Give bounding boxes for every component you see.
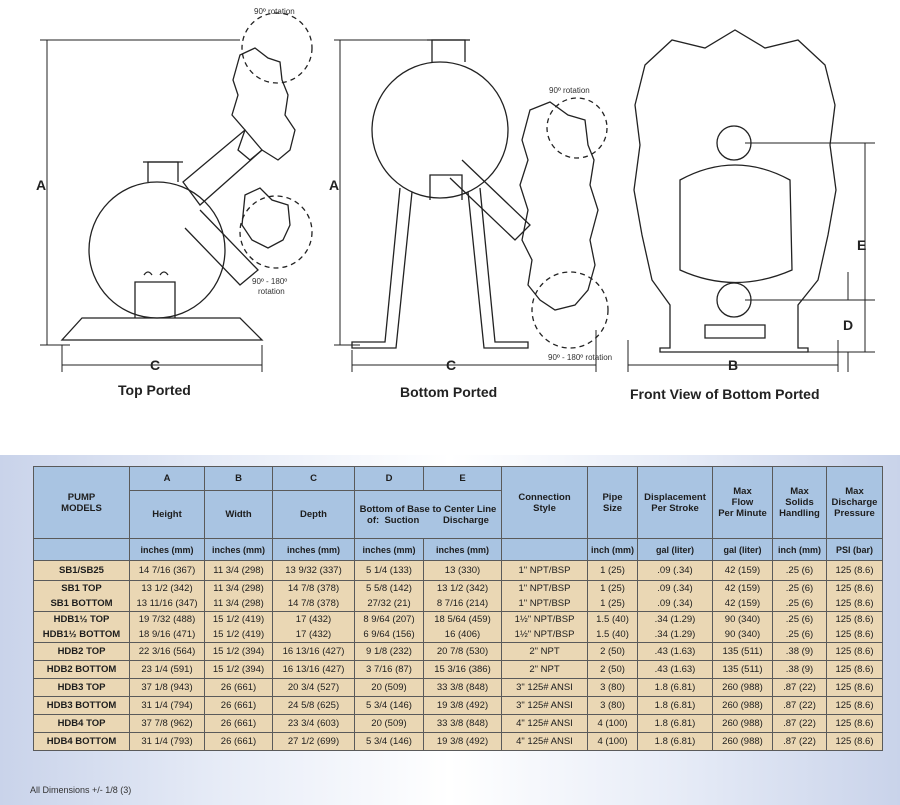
cell-d bbox=[355, 661, 424, 679]
cell-e-line: 13 (330) bbox=[444, 565, 481, 576]
cell-e bbox=[424, 733, 502, 751]
cell-disp bbox=[638, 643, 713, 661]
units-c: inches (mm) bbox=[273, 539, 355, 561]
top-ported-title: Top Ported bbox=[118, 382, 191, 398]
cell-e-line: 20 7/8 (530) bbox=[436, 646, 489, 657]
table-row bbox=[34, 643, 883, 661]
front-view-dim-b: B bbox=[728, 357, 739, 373]
cell-disp bbox=[638, 612, 713, 643]
cell-pressure-line: 125 (8.6) bbox=[835, 664, 874, 675]
cell-disp-line: 1.8 (6.81) bbox=[654, 736, 696, 747]
cell-a-line: 14 7/16 (367) bbox=[138, 565, 196, 576]
cell-model bbox=[34, 697, 130, 715]
cell-model bbox=[34, 612, 130, 643]
cell-pipe-line: 1 (25) bbox=[600, 598, 625, 609]
footnote: All Dimensions +/- 1/8 (3) bbox=[30, 785, 132, 795]
cell-d-line: 5 3/4 (146) bbox=[366, 736, 412, 747]
cell-conn bbox=[502, 679, 588, 697]
top-ported-rotation-top: 90º rotation bbox=[254, 7, 295, 16]
cell-d bbox=[355, 581, 424, 612]
table-row bbox=[34, 679, 883, 697]
cell-pressure bbox=[827, 697, 883, 715]
header-connection-style: Connection Style bbox=[502, 467, 588, 539]
cell-c bbox=[273, 661, 355, 679]
table-row bbox=[34, 733, 883, 751]
cell-disp-line: 1.8 (6.81) bbox=[654, 718, 696, 729]
cell-conn-line: 2" NPT bbox=[529, 664, 560, 675]
cell-c-line: 14 7/8 (378) bbox=[287, 583, 340, 594]
cell-a-line: 37 7/8 (962) bbox=[141, 718, 193, 729]
cell-d-line: 5 5/8 (142) bbox=[366, 583, 412, 594]
header-max-flow: Max Flow Per Minute bbox=[713, 467, 773, 539]
header-letter-e: E bbox=[424, 467, 502, 491]
cell-disp-line: .34 (1.29) bbox=[654, 629, 696, 640]
cell-c bbox=[273, 733, 355, 751]
cell-pressure bbox=[827, 715, 883, 733]
cell-c bbox=[273, 697, 355, 715]
cell-pipe bbox=[588, 581, 638, 612]
top-ported-rotation-bottom-line1: 90º - 180º bbox=[252, 277, 288, 286]
cell-conn bbox=[502, 715, 588, 733]
units-pressure: PSI (bar) bbox=[827, 539, 883, 561]
cell-solids-line: .87 (22) bbox=[783, 718, 816, 729]
cell-c-line: 16 13/16 (427) bbox=[282, 646, 345, 657]
units-e: inches (mm) bbox=[424, 539, 502, 561]
units-flow: gal (liter) bbox=[713, 539, 773, 561]
cell-model-line: HDB2 TOP bbox=[57, 646, 106, 657]
cell-conn bbox=[502, 661, 588, 679]
cell-pressure-line: 125 (8.6) bbox=[835, 629, 874, 640]
cell-model-line: SB1 BOTTOM bbox=[50, 598, 113, 609]
cell-pressure-line: 125 (8.6) bbox=[835, 682, 874, 693]
cell-c bbox=[273, 612, 355, 643]
header-pipe-size: Pipe Size bbox=[588, 467, 638, 539]
cell-e bbox=[424, 661, 502, 679]
table-row bbox=[34, 661, 883, 679]
cell-solids-line: .25 (6) bbox=[785, 583, 814, 594]
cell-pressure-line: 125 (8.6) bbox=[835, 718, 874, 729]
units-blank bbox=[34, 539, 130, 561]
cell-c-line: 23 3/4 (603) bbox=[287, 718, 340, 729]
cell-d-line: 6 9/64 (156) bbox=[363, 629, 415, 640]
cell-pressure bbox=[827, 661, 883, 679]
cell-solids bbox=[773, 643, 827, 661]
cell-pressure bbox=[827, 612, 883, 643]
cell-e bbox=[424, 612, 502, 643]
cell-b-line: 26 (661) bbox=[220, 682, 257, 693]
cell-flow bbox=[713, 697, 773, 715]
cell-a-line: 13 11/16 (347) bbox=[136, 598, 198, 609]
cell-model-line: HDB3 TOP bbox=[57, 682, 106, 693]
table-row bbox=[34, 697, 883, 715]
cell-model-line: HDB4 TOP bbox=[57, 718, 106, 729]
cell-b-line: 26 (661) bbox=[220, 700, 257, 711]
cell-solids-line: .25 (6) bbox=[785, 629, 814, 640]
cell-a bbox=[130, 612, 205, 643]
cell-conn bbox=[502, 643, 588, 661]
cell-d-line: 3 7/16 (87) bbox=[366, 664, 412, 675]
cell-conn-line: 4" 125# ANSI bbox=[516, 718, 573, 729]
cell-d-line: 5 3/4 (146) bbox=[366, 700, 412, 711]
cell-solids-line: .38 (9) bbox=[785, 646, 814, 657]
cell-flow-line: 260 (988) bbox=[722, 682, 763, 693]
cell-e-line: 13 1/2 (342) bbox=[436, 583, 489, 594]
cell-flow-line: 42 (159) bbox=[724, 565, 761, 576]
cell-conn bbox=[502, 612, 588, 643]
cell-c bbox=[273, 643, 355, 661]
cell-c-line: 14 7/8 (378) bbox=[287, 598, 340, 609]
cell-c-line: 17 (432) bbox=[295, 614, 332, 625]
cell-c bbox=[273, 561, 355, 581]
pump-spec-table bbox=[33, 466, 883, 751]
cell-pipe bbox=[588, 643, 638, 661]
units-pipe: inch (mm) bbox=[588, 539, 638, 561]
header-width: Width bbox=[205, 491, 273, 539]
units-displacement: gal (liter) bbox=[638, 539, 713, 561]
cell-disp bbox=[638, 561, 713, 581]
cell-model bbox=[34, 679, 130, 697]
cell-disp-line: .09 (.34) bbox=[657, 598, 693, 609]
cell-flow bbox=[713, 643, 773, 661]
cell-conn-line: 1" NPT/BSP bbox=[518, 598, 571, 609]
front-view-title: Front View of Bottom Ported bbox=[630, 386, 820, 402]
cell-solids bbox=[773, 561, 827, 581]
cell-disp-line: .09 (.34) bbox=[657, 565, 693, 576]
cell-pressure-line: 125 (8.6) bbox=[835, 646, 874, 657]
cell-a-line: 22 3/16 (564) bbox=[138, 646, 196, 657]
cell-b bbox=[205, 581, 273, 612]
header-letter-d: D bbox=[355, 467, 424, 491]
table-row bbox=[34, 581, 883, 612]
cell-b-line: 15 1/2 (394) bbox=[212, 646, 265, 657]
cell-pipe-line: 1 (25) bbox=[600, 583, 625, 594]
cell-pipe-line: 3 (80) bbox=[600, 682, 625, 693]
cell-a-line: 23 1/4 (591) bbox=[141, 664, 193, 675]
cell-a-line: 19 7/32 (488) bbox=[138, 614, 196, 625]
cell-flow bbox=[713, 561, 773, 581]
cell-a bbox=[130, 715, 205, 733]
cell-e-line: 16 (406) bbox=[444, 629, 481, 640]
cell-model-line: HDB2 BOTTOM bbox=[46, 664, 117, 675]
cell-b bbox=[205, 697, 273, 715]
cell-b-line: 26 (661) bbox=[220, 718, 257, 729]
cell-d-line: 9 1/8 (232) bbox=[366, 646, 412, 657]
header-displacement: Displacement Per Stroke bbox=[638, 467, 713, 539]
cell-e-line: 8 7/16 (214) bbox=[436, 598, 489, 609]
units-connection-blank bbox=[502, 539, 588, 561]
table-row bbox=[34, 715, 883, 733]
cell-disp bbox=[638, 697, 713, 715]
cell-d bbox=[355, 697, 424, 715]
cell-e-line: 33 3/8 (848) bbox=[436, 682, 489, 693]
cell-pipe-line: 3 (80) bbox=[600, 700, 625, 711]
cell-disp bbox=[638, 581, 713, 612]
cell-e bbox=[424, 581, 502, 612]
bottom-ported-rotation-top: 90º rotation bbox=[549, 86, 590, 95]
cell-model-line: HDB1½ TOP bbox=[53, 614, 110, 625]
cell-model-line: HDB4 BOTTOM bbox=[46, 736, 117, 747]
cell-flow-line: 135 (511) bbox=[722, 664, 763, 675]
cell-a-line: 37 1/8 (943) bbox=[141, 682, 193, 693]
cell-conn-line: 1" NPT/BSP bbox=[518, 565, 571, 576]
cell-pipe-line: 1.5 (40) bbox=[596, 629, 629, 640]
cell-model bbox=[34, 643, 130, 661]
cell-c bbox=[273, 715, 355, 733]
cell-pipe-line: 1 (25) bbox=[600, 565, 625, 576]
cell-conn-line: 2" NPT bbox=[529, 646, 560, 657]
cell-a bbox=[130, 661, 205, 679]
cell-b bbox=[205, 643, 273, 661]
cell-solids bbox=[773, 581, 827, 612]
header-height: Height bbox=[130, 491, 205, 539]
header-base-to-centerline: Bottom of Base to Center Line of: Suction Discharge bbox=[355, 491, 502, 539]
cell-pressure bbox=[827, 733, 883, 751]
cell-pipe bbox=[588, 612, 638, 643]
cell-conn-line: 1½" NPT/BSP bbox=[514, 614, 575, 625]
cell-b-line: 15 1/2 (419) bbox=[212, 614, 265, 625]
cell-conn-line: 4" 125# ANSI bbox=[516, 736, 573, 747]
bottom-ported-title: Bottom Ported bbox=[400, 384, 498, 400]
cell-d bbox=[355, 715, 424, 733]
cell-pressure bbox=[827, 679, 883, 697]
cell-flow-line: 260 (988) bbox=[722, 700, 763, 711]
cell-pressure-line: 125 (8.6) bbox=[835, 565, 874, 576]
cell-solids-line: .25 (6) bbox=[785, 598, 814, 609]
cell-b bbox=[205, 715, 273, 733]
cell-disp-line: .43 (1.63) bbox=[654, 664, 696, 675]
cell-b bbox=[205, 561, 273, 581]
cell-d-line: 20 (509) bbox=[371, 682, 407, 693]
cell-solids bbox=[773, 697, 827, 715]
cell-b bbox=[205, 661, 273, 679]
front-view-dim-e: E bbox=[857, 237, 867, 253]
cell-pressure bbox=[827, 643, 883, 661]
cell-b-line: 26 (661) bbox=[220, 736, 257, 747]
cell-flow-line: 90 (340) bbox=[724, 629, 761, 640]
cell-pipe-line: 4 (100) bbox=[597, 736, 628, 747]
cell-c-line: 13 9/32 (337) bbox=[285, 565, 342, 576]
cell-conn-line: 1" NPT/BSP bbox=[518, 583, 571, 594]
cell-e bbox=[424, 715, 502, 733]
cell-a bbox=[130, 679, 205, 697]
cell-model-line: SB1/SB25 bbox=[59, 565, 104, 576]
cell-e-line: 33 3/8 (848) bbox=[436, 718, 489, 729]
cell-solids bbox=[773, 679, 827, 697]
cell-e bbox=[424, 643, 502, 661]
cell-b-line: 11 3/4 (298) bbox=[213, 583, 264, 594]
cell-flow bbox=[713, 679, 773, 697]
cell-a bbox=[130, 697, 205, 715]
cell-b bbox=[205, 733, 273, 751]
cell-c-line: 17 (432) bbox=[295, 629, 332, 640]
cell-c bbox=[273, 679, 355, 697]
cell-solids bbox=[773, 733, 827, 751]
cell-e-line: 19 3/8 (492) bbox=[436, 736, 489, 747]
cell-e bbox=[424, 679, 502, 697]
units-a: inches (mm) bbox=[130, 539, 205, 561]
cell-disp bbox=[638, 733, 713, 751]
cell-pipe bbox=[588, 733, 638, 751]
cell-flow bbox=[713, 715, 773, 733]
cell-d bbox=[355, 612, 424, 643]
table-row bbox=[34, 612, 883, 643]
cell-solids-line: .25 (6) bbox=[785, 565, 814, 576]
cell-pipe bbox=[588, 661, 638, 679]
cell-disp bbox=[638, 679, 713, 697]
cell-model bbox=[34, 715, 130, 733]
cell-disp-line: 1.8 (6.81) bbox=[654, 682, 696, 693]
cell-solids-line: .38 (9) bbox=[785, 664, 814, 675]
cell-model-line: SB1 TOP bbox=[61, 583, 102, 594]
cell-pressure-line: 125 (8.6) bbox=[835, 700, 874, 711]
cell-flow bbox=[713, 612, 773, 643]
cell-flow-line: 260 (988) bbox=[722, 736, 763, 747]
cell-flow bbox=[713, 661, 773, 679]
cell-model bbox=[34, 561, 130, 581]
bottom-ported-dim-c: C bbox=[446, 357, 457, 373]
cell-d bbox=[355, 643, 424, 661]
cell-conn-line: 1½" NPT/BSP bbox=[514, 629, 575, 640]
cell-flow-line: 42 (159) bbox=[724, 598, 761, 609]
cell-conn-line: 3" 125# ANSI bbox=[516, 700, 573, 711]
cell-flow-line: 90 (340) bbox=[724, 614, 761, 625]
header-max-solids: Max Solids Handling bbox=[773, 467, 827, 539]
cell-e bbox=[424, 561, 502, 581]
header-max-discharge: Max Discharge Pressure bbox=[827, 467, 883, 539]
cell-solids bbox=[773, 612, 827, 643]
cell-a-line: 18 9/16 (471) bbox=[138, 629, 196, 640]
cell-d-line: 5 1/4 (133) bbox=[366, 565, 412, 576]
cell-solids-line: .87 (22) bbox=[783, 682, 816, 693]
cell-disp-line: .43 (1.63) bbox=[654, 646, 696, 657]
cell-disp bbox=[638, 715, 713, 733]
cell-a bbox=[130, 581, 205, 612]
header-pump-models: PUMP MODELS bbox=[34, 467, 130, 539]
cell-a-line: 31 1/4 (793) bbox=[141, 736, 193, 747]
cell-pressure-line: 125 (8.6) bbox=[835, 583, 874, 594]
table-body bbox=[34, 561, 883, 751]
cell-pipe-line: 2 (50) bbox=[600, 646, 625, 657]
cell-model bbox=[34, 661, 130, 679]
cell-pipe bbox=[588, 561, 638, 581]
front-view-dim-d: D bbox=[843, 317, 854, 333]
cell-conn-line: 3" 125# ANSI bbox=[516, 682, 573, 693]
cell-pipe bbox=[588, 679, 638, 697]
header-letter-a: A bbox=[130, 467, 205, 491]
cell-model bbox=[34, 733, 130, 751]
cell-flow-line: 42 (159) bbox=[724, 583, 761, 594]
cell-flow-line: 260 (988) bbox=[722, 718, 763, 729]
cell-e bbox=[424, 697, 502, 715]
cell-b-line: 15 1/2 (394) bbox=[212, 664, 265, 675]
cell-b-line: 11 3/4 (298) bbox=[213, 598, 264, 609]
cell-c-line: 24 5/8 (625) bbox=[287, 700, 340, 711]
cell-d bbox=[355, 733, 424, 751]
cell-solids bbox=[773, 661, 827, 679]
cell-conn bbox=[502, 561, 588, 581]
cell-d-line: 27/32 (21) bbox=[367, 598, 411, 609]
cell-disp-line: .34 (1.29) bbox=[654, 614, 696, 625]
cell-e-line: 19 3/8 (492) bbox=[436, 700, 489, 711]
cell-flow bbox=[713, 581, 773, 612]
cell-solids bbox=[773, 715, 827, 733]
cell-solids-line: .87 (22) bbox=[783, 736, 816, 747]
cell-e-line: 15 3/16 (386) bbox=[434, 664, 491, 675]
cell-model bbox=[34, 581, 130, 612]
cell-flow bbox=[713, 733, 773, 751]
units-d: inches (mm) bbox=[355, 539, 424, 561]
bottom-ported-rotation-bottom: 90º - 180º rotation bbox=[548, 353, 613, 362]
cell-pipe-line: 2 (50) bbox=[600, 664, 625, 675]
cell-a bbox=[130, 561, 205, 581]
cell-a-line: 13 1/2 (342) bbox=[141, 583, 193, 594]
cell-a bbox=[130, 643, 205, 661]
units-solids: inch (mm) bbox=[773, 539, 827, 561]
cell-a bbox=[130, 733, 205, 751]
cell-pressure-line: 125 (8.6) bbox=[835, 736, 874, 747]
cell-conn bbox=[502, 697, 588, 715]
cell-pipe-line: 1.5 (40) bbox=[596, 614, 629, 625]
cell-solids-line: .25 (6) bbox=[785, 614, 814, 625]
cell-pipe-line: 4 (100) bbox=[597, 718, 628, 729]
units-b: inches (mm) bbox=[205, 539, 273, 561]
cell-disp-line: 1.8 (6.81) bbox=[654, 700, 696, 711]
cell-c-line: 16 13/16 (427) bbox=[282, 664, 345, 675]
header-depth: Depth bbox=[273, 491, 355, 539]
cell-flow-line: 135 (511) bbox=[722, 646, 763, 657]
cell-model-line: HDB1½ BOTTOM bbox=[42, 629, 121, 640]
cell-d bbox=[355, 679, 424, 697]
cell-b bbox=[205, 679, 273, 697]
top-ported-dimensions bbox=[40, 40, 262, 372]
cell-conn bbox=[502, 581, 588, 612]
cell-c bbox=[273, 581, 355, 612]
cell-pressure-line: 125 (8.6) bbox=[835, 614, 874, 625]
cell-b-line: 11 3/4 (298) bbox=[213, 565, 264, 576]
cell-c-line: 20 3/4 (527) bbox=[287, 682, 340, 693]
cell-model-line: HDB3 BOTTOM bbox=[46, 700, 117, 711]
cell-d-line: 8 9/64 (207) bbox=[363, 614, 415, 625]
cell-disp-line: .09 (.34) bbox=[657, 583, 693, 594]
cell-pipe bbox=[588, 715, 638, 733]
cell-pressure bbox=[827, 561, 883, 581]
cell-d bbox=[355, 561, 424, 581]
bottom-ported-dim-a: A bbox=[329, 177, 340, 193]
cell-solids-line: .87 (22) bbox=[783, 700, 816, 711]
cell-pipe bbox=[588, 697, 638, 715]
cell-pressure bbox=[827, 581, 883, 612]
cell-c-line: 27 1/2 (699) bbox=[287, 736, 340, 747]
header-letter-c: C bbox=[273, 467, 355, 491]
cell-a-line: 31 1/4 (794) bbox=[141, 700, 193, 711]
top-ported-dim-c: C bbox=[150, 357, 161, 373]
cell-d-line: 20 (509) bbox=[371, 718, 407, 729]
cell-b bbox=[205, 612, 273, 643]
top-ported-rotation-bottom-line2: rotation bbox=[258, 287, 285, 296]
cell-conn bbox=[502, 733, 588, 751]
table-row bbox=[34, 561, 883, 581]
cell-e-line: 18 5/64 (459) bbox=[434, 614, 491, 625]
cell-disp bbox=[638, 661, 713, 679]
top-ported-dim-a: A bbox=[36, 177, 47, 193]
cell-b-line: 15 1/2 (419) bbox=[212, 629, 265, 640]
front-view-drawing bbox=[634, 30, 836, 352]
header-letter-b: B bbox=[205, 467, 273, 491]
cell-pressure-line: 125 (8.6) bbox=[835, 598, 874, 609]
